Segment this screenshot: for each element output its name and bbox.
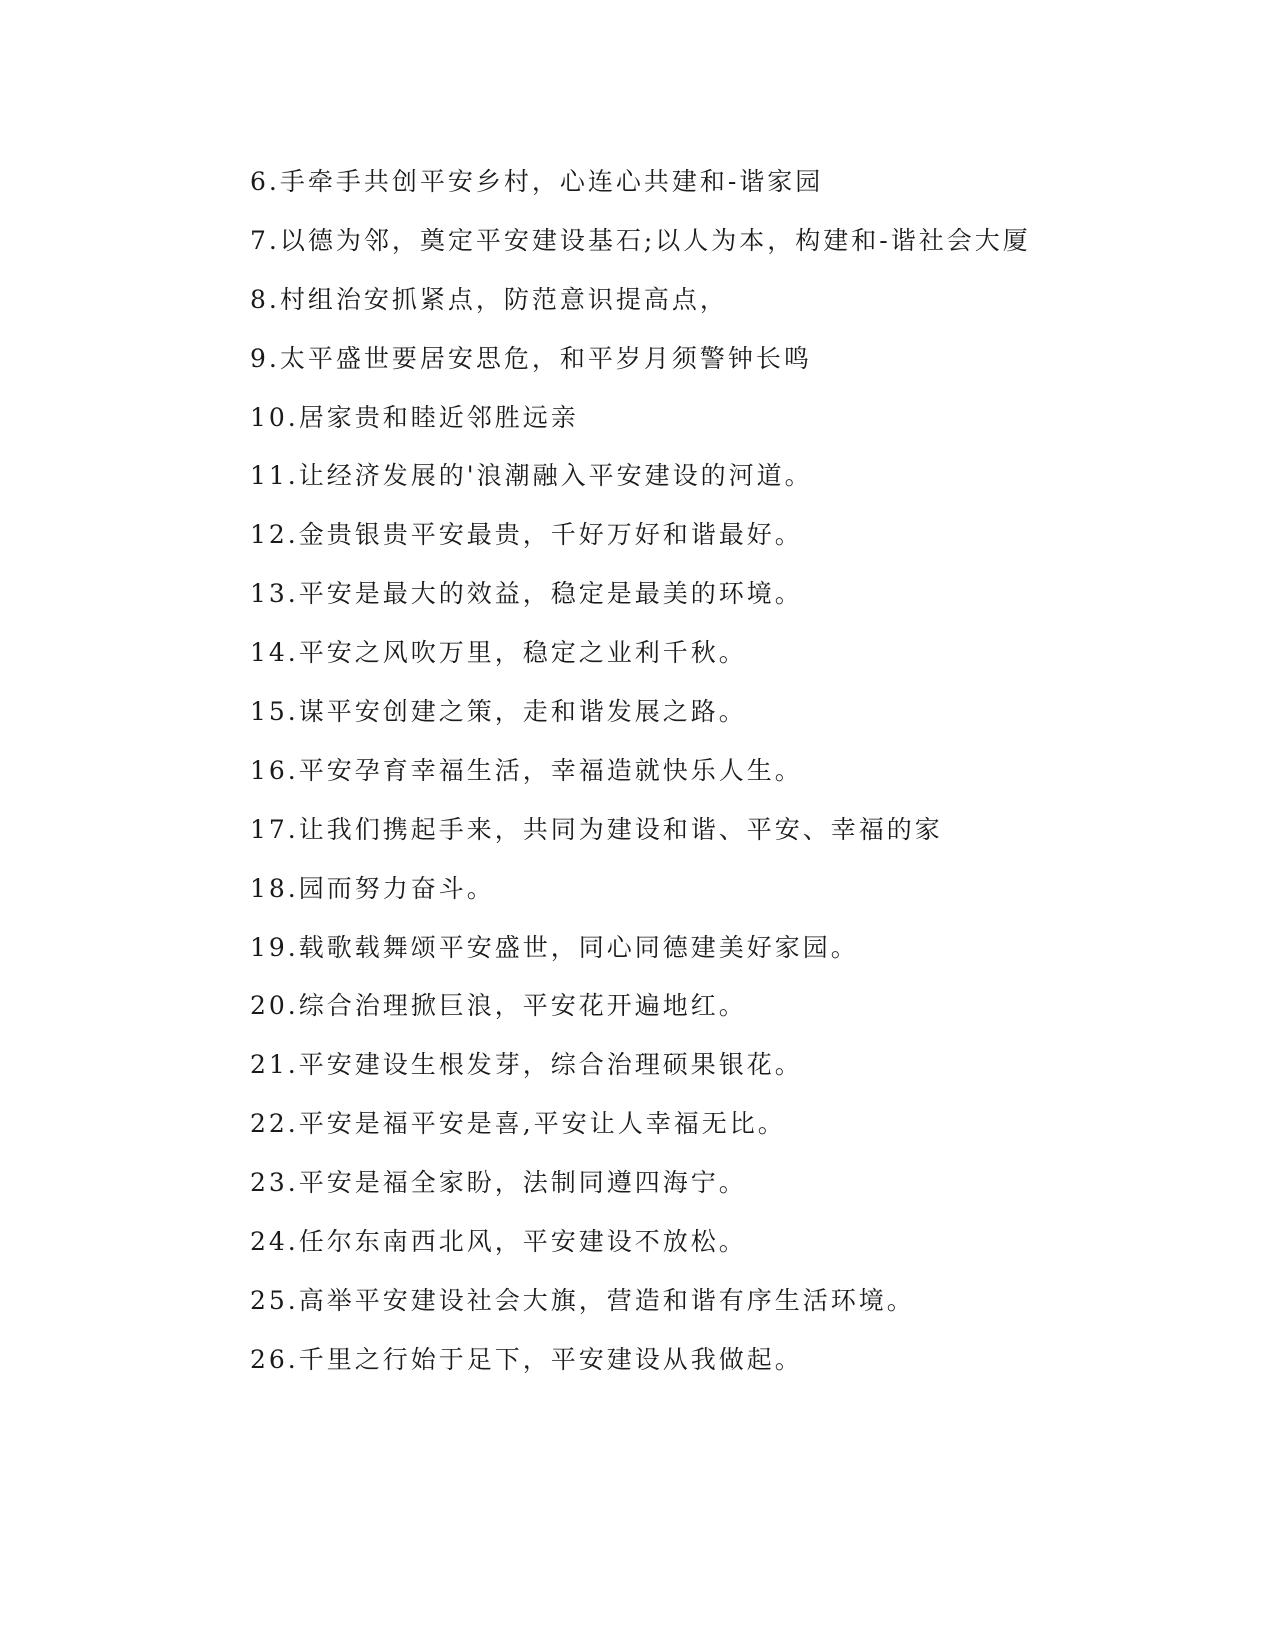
slogan-line-14: 14.平安之风吹万里，稳定之业利千秋。 (250, 638, 747, 668)
slogan-line-22: 22.平安是福平安是喜,平安让人幸福无比。 (250, 1109, 786, 1139)
slogan-line-26: 26.千里之行始于足下，平安建设从我做起。 (250, 1344, 803, 1374)
slogan-line-12: 12.金贵银贵平安最贵，千好万好和谐最好。 (250, 520, 803, 550)
slogan-line-17: 17.让我们携起手来，共同为建设和谐、平安、幸福的家 (250, 814, 943, 844)
slogan-line-15: 15.谋平安创建之策，走和谐发展之路。 (250, 697, 747, 727)
slogan-list (250, 160, 1210, 1397)
slogan-line-6: 6.手牵手共创平安乡村，心连心共建和-谐家园 (250, 167, 824, 196)
slogan-line-10: 10.居家贵和睦近邻胜远亲 (250, 402, 579, 432)
slogan-line-7: 7.以德为邻，奠定平安建设基石;以人为本，构建和-谐社会大厦 (250, 225, 1031, 255)
slogan-line-20: 20.综合治理掀巨浪，平安花开遍地红。 (250, 991, 747, 1021)
slogan-line-19: 19.载歌载舞颂平安盛世，同心同德建美好家园。 (250, 932, 859, 962)
slogan-line-25: 25.高举平安建设社会大旗，营造和谐有序生活环境。 (250, 1285, 915, 1315)
slogan-line-9: 9.太平盛世要居安思危，和平岁月须警钟长鸣 (250, 343, 812, 373)
slogan-line-13: 13.平安是最大的效益，稳定是最美的环境。 (250, 579, 803, 609)
slogan-line-18: 18.园而努力奋斗。 (250, 873, 495, 903)
slogan-line-16: 16.平安孕育幸福生活，幸福造就快乐人生。 (250, 755, 803, 785)
slogan-line-21: 21.平安建设生根发芽，综合治理硕果银花。 (250, 1050, 803, 1080)
slogan-line-8: 8.村组治安抓紧点，防范意识提高点， (250, 284, 728, 314)
slogan-line-11: 11.让经济发展的'浪潮融入平安建设的河道。 (250, 461, 813, 491)
slogan-line-23: 23.平安是福全家盼，法制同遵四海宁。 (250, 1168, 747, 1198)
slogan-line-24: 24.任尔东南西北风，平安建设不放松。 (250, 1227, 747, 1257)
